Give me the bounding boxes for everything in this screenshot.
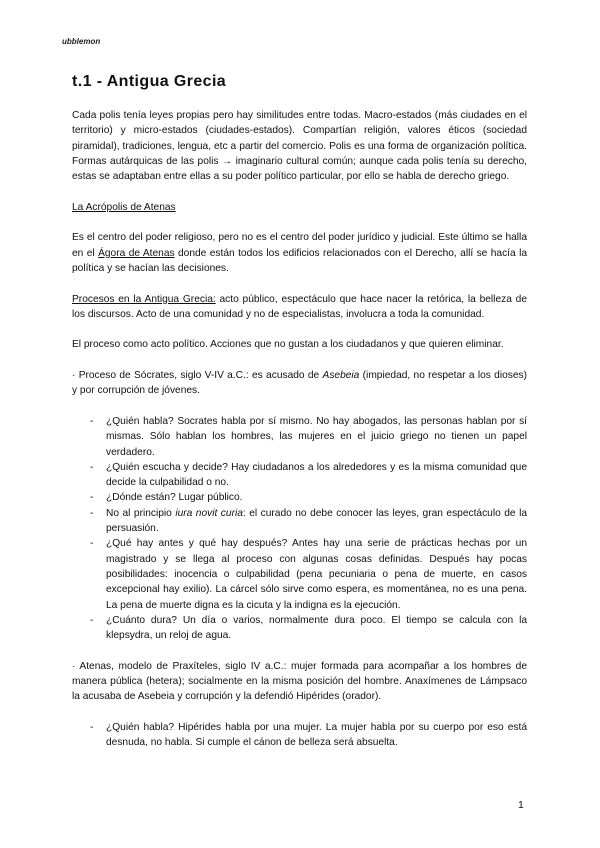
acropolis-text-after: donde están todos los edificios relacionados con el Derecho, allí se hacía la política y se hacían las decisiones.: [72, 247, 528, 274]
asebeia-term: Asebeia: [322, 370, 360, 382]
document-body: [72, 108, 527, 766]
iura-novit-curia-term: iura novit curia: [175, 507, 243, 519]
proceso-politico-paragraph: El proceso como acto político. Acciones que no gustan a los ciudadanos y que quieren eliminar.: [72, 339, 504, 351]
acropolis-paragraph: [72, 230, 527, 276]
page-title: t.1 - Antigua Grecia: [72, 73, 227, 90]
procesos-paragraph: [72, 292, 527, 323]
list-dash: -: [90, 507, 94, 519]
list-item: [90, 460, 527, 491]
procesos-heading: Procesos en la Antigua Grecia:: [72, 293, 216, 305]
list-item-text: ¿Quién escucha y decide? Hay ciudadanos a los alrededores y es la misma comunidad que decide la culpabilidad o no.: [106, 461, 527, 489]
agora-link[interactable]: Ágora de Atenas: [98, 247, 175, 259]
list-item-text: ¿Dónde están? Lugar público.: [106, 492, 243, 504]
acropolis-heading-text: La Acrópolis de Atenas: [72, 201, 176, 213]
list-item: [90, 506, 527, 537]
acropolis-heading: [72, 200, 527, 215]
list-item: [90, 613, 527, 644]
list-item-text: ¿Quién habla? Hipérides habla por una mujer. La mujer habla por su cuerpo por eso está desnuda, no habla. Si cumple el cánon de belleza será absuelta.: [106, 721, 527, 749]
list-item: [90, 490, 527, 505]
socrates-paragraph: [72, 368, 527, 399]
list-item-text: ¿Quién habla? Socrates habla por sí mismo. No hay abogados, las personas hablan por sí mismas. Sólo hablan los hombres, las mujeres en el juicio griego no tienen un papel verdadero.: [106, 415, 527, 458]
page-number: 1: [518, 799, 524, 811]
list-item: [90, 720, 527, 751]
socrates-list: [72, 414, 527, 643]
list-item-text: : el curado no debe conocer las leyes, gran espectáculo de la persuasión.: [106, 507, 527, 535]
socrates-text-after: (impiedad, no respetar a los dioses) y por corrupción de jóvenes.: [72, 370, 527, 397]
list-dash: -: [90, 721, 94, 733]
list-dash: -: [90, 614, 94, 626]
list-item-text: ¿Qué hay antes y qué hay después? Antes hay una serie de prácticas hechas por un magistrado y se llega al proceso con algunas cosas definidas. Después hay pocas posibilidades: inocencia o culpabilidad (pena pecuniaria o pena de muerte, en casos excepcional hay exilio). La cárcel sólo sirve como espera, es momentánea, no es una pena. La pena de muerte digna es la cicuta y la indigna es la ejecución.: [106, 538, 527, 611]
page-header-author: ubblemon: [62, 37, 101, 46]
list-item-text: ¿Cuánto dura? Un día o varios, normalmente dura poco. El tiempo se calcula con la klepsydra, un reloj de agua.: [106, 614, 527, 642]
atenas-list: [72, 720, 527, 751]
acropolis-text-before: Es el centro del poder religioso, pero no es el centro del poder jurídico y judicial. Este último se halla en el: [72, 232, 527, 259]
list-dash: -: [90, 415, 94, 427]
socrates-text-before: · Proceso de Sócrates, siglo V-IV a.C.: es acusado de: [72, 370, 323, 382]
intro-paragraph: Cada polis tenía leyes propias pero hay similitudes entre todas. Macro-estados (más ciudades en el territorio) y micro-estados (ciudades-estados). Compartían religión, valores éticos (sociedad piramidal), tradiciones, lengua, etc a partir del comercio. Polis es una forma de organización política. Formas autárquicas de las polis → imaginario cultural común; aunque cada polis tenía su derecho, estas se adaptaban entre ellas a su poder político particular, por ello se habla de derecho griego.: [72, 110, 527, 183]
list-dash: -: [90, 492, 94, 504]
list-item: [90, 536, 527, 612]
list-dash: -: [90, 538, 94, 550]
atenas-paragraph: · Atenas, modelo de Praxíteles, siglo IV a.C.: mujer formada para acompañar a los hombres de manera pública (hetera); socialmente en la misma posición del hombre. Anaxímenes de Lámpsaco la acusaba de Asebeia y corrupción y la defendió Hipérides (orador).: [72, 660, 527, 703]
list-item-text: No al principio: [106, 507, 176, 519]
procesos-text: acto público, espectáculo que hace nacer la retórica, la belleza de los discursos. Acto de una comunidad y no de especialistas, involucra a toda la comunidad.: [72, 293, 527, 320]
list-item: [90, 414, 527, 460]
list-dash: -: [90, 461, 94, 473]
